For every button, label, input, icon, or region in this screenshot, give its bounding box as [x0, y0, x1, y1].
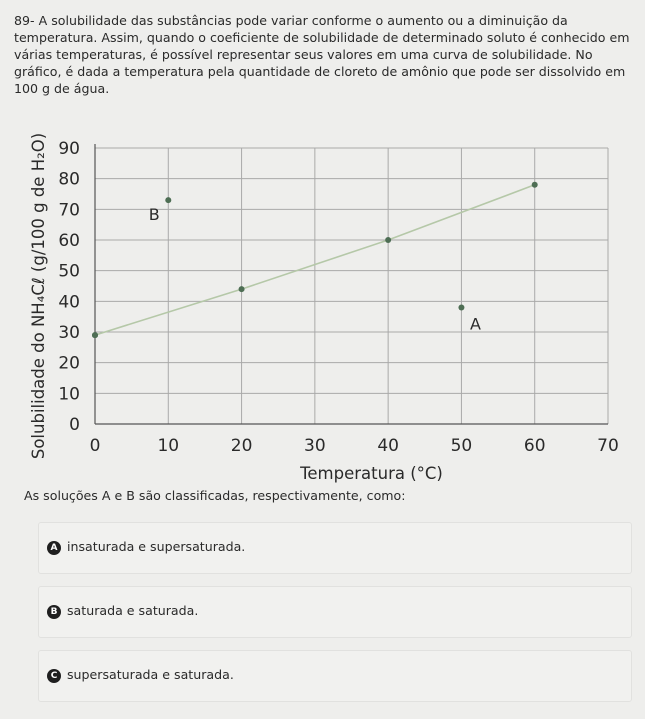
y-tick-label: 80	[58, 169, 80, 190]
option-letter-b: B	[47, 605, 61, 619]
x-tick-label: 50	[450, 436, 473, 456]
y-tick-label: 0	[69, 415, 80, 435]
question-prompt: As soluções A e B são classificadas, respectivamente, como:	[24, 488, 406, 503]
option-letter-a: A	[47, 541, 61, 555]
x-tick-label: 60	[523, 436, 546, 456]
curve-start-point	[92, 332, 98, 338]
option-b[interactable]	[38, 586, 632, 638]
y-tick-label: 30	[58, 323, 80, 343]
x-tick-label: 30	[304, 436, 326, 456]
y-axis-title: Solubilidade do NH₄Cℓ (g/100 g de H₂O)	[29, 132, 48, 460]
point-label-b: B	[148, 205, 160, 225]
y-tick-label: 90	[58, 139, 80, 159]
curve-point	[239, 286, 245, 292]
y-tick-label: 50	[58, 261, 80, 282]
x-tick-label: 10	[157, 436, 180, 456]
curve-point	[385, 237, 391, 243]
x-axis-title: Temperatura (°C)	[300, 464, 443, 483]
option-letter-c: C	[47, 669, 61, 683]
option-text-b: saturada e saturada.	[67, 603, 199, 618]
y-tick-label: 20	[58, 353, 80, 374]
x-tick-label: 0	[89, 436, 101, 456]
question-text: 89- A solubilidade das substâncias pode variar conforme o aumento ou a diminuição da temperatura. Assim, quando o coeficiente de solubilidade de determinado soluto é conhecido em várias temperaturas, é possível representar seus valores em uma curva de solubilidade. No gráfico, é dada a temperatura pela quantidade de cloreto de amônio que pode ser dissolvido em 100 g de água.	[14, 13, 630, 96]
y-tick-label: 60	[58, 231, 80, 251]
x-tick-label: 70	[597, 436, 619, 456]
point-label-a: A	[469, 314, 481, 334]
option-text-a: insaturada e supersaturada.	[67, 539, 246, 554]
y-tick-label: 10	[58, 384, 80, 405]
option-c[interactable]	[38, 650, 632, 702]
x-tick-label: 40	[377, 436, 399, 456]
point-b	[165, 197, 171, 203]
option-a[interactable]	[38, 522, 632, 574]
chart-svg	[22, 112, 632, 484]
curve-point	[532, 182, 538, 188]
option-text-c: supersaturada e saturada.	[67, 667, 234, 682]
solubility-chart	[22, 112, 632, 484]
y-tick-label: 70	[58, 200, 80, 221]
x-tick-label: 20	[230, 436, 253, 456]
point-a	[458, 304, 464, 310]
y-tick-label: 40	[58, 292, 80, 313]
